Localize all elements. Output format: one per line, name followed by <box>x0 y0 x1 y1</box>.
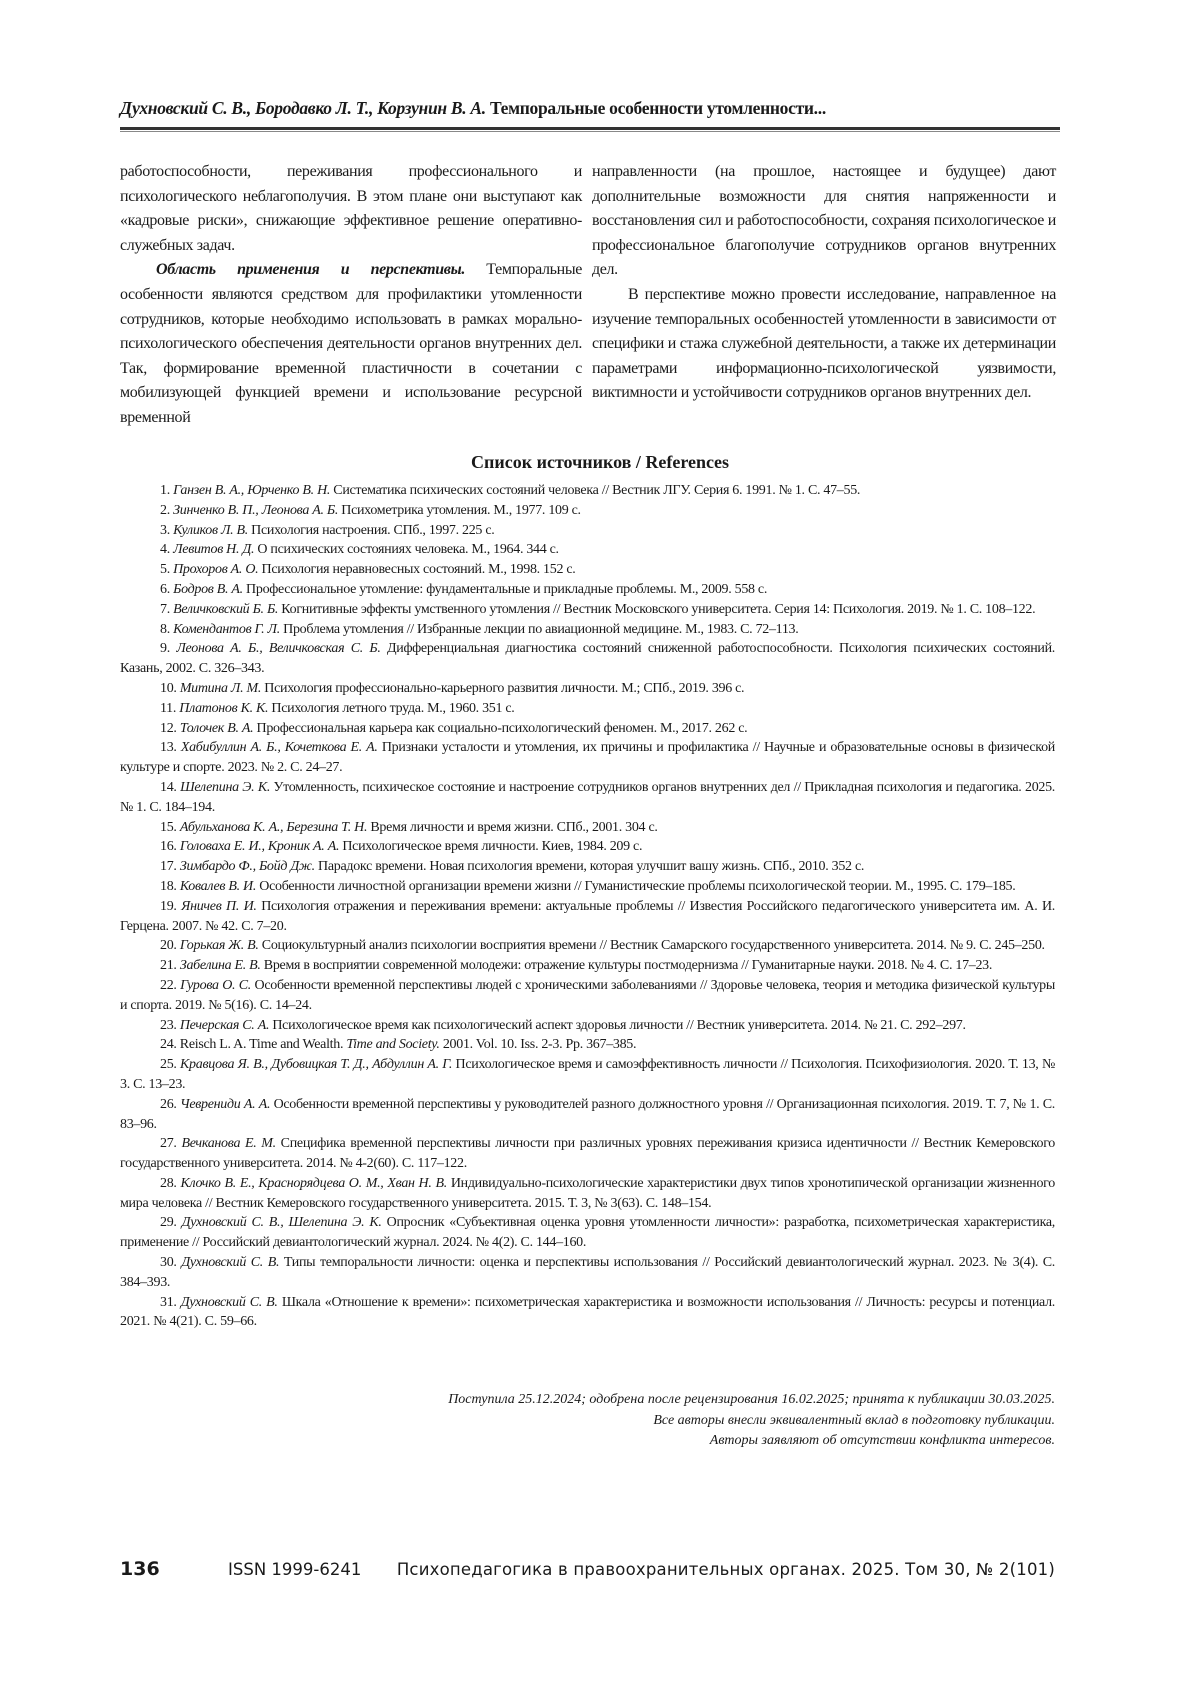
reference-item <box>120 1016 1055 1036</box>
reference-item <box>120 620 1055 640</box>
reference-item <box>120 501 1055 521</box>
reference-text: Психологическое время и самоэффективность личности // Психология. Психофизиология. 2020. Т. 13, № 3. С. 13–23. <box>120 1057 1055 1092</box>
issn: ISSN 1999-6241 <box>228 1560 361 1579</box>
contribution-note: Все авторы внесли эквивалентный вклад в подготовку публикации. <box>448 1411 1055 1432</box>
reference-authors: Чеврениди А. А. <box>180 1097 270 1112</box>
reference-text: 23. <box>160 1018 180 1033</box>
reference-text: 2001. Vol. 10. Iss. 2-3. Pp. 367–385. <box>440 1037 637 1052</box>
reference-item <box>120 877 1055 897</box>
reference-item <box>120 897 1055 937</box>
page-number: 136 <box>120 1558 160 1580</box>
reference-text: Парадокс времени. Новая психология времени, которая улучшит вашу жизнь. СПб., 2010. 352 с. <box>315 859 864 874</box>
reference-authors: Клочко В. Е., Краснорядцева О. М., Хван Н. В. <box>181 1176 447 1191</box>
reference-authors: Забелина Е. В. <box>180 958 261 973</box>
reference-text: Проблема утомления // Избранные лекции по авиационной медицине. М., 1983. С. 72–113. <box>280 622 799 637</box>
reference-text: О психических состояниях человека. М., 1964. 344 с. <box>254 542 559 557</box>
reference-authors: Печерская С. А. <box>180 1018 269 1033</box>
reference-item <box>120 976 1055 1016</box>
reference-item <box>120 481 1055 501</box>
reference-text: 25. <box>160 1057 180 1072</box>
reference-text: 21. <box>160 958 180 973</box>
reference-text: 27. <box>160 1136 181 1151</box>
reference-item <box>120 837 1055 857</box>
reference-text: 1. <box>160 483 173 498</box>
reference-item <box>120 956 1055 976</box>
reference-item <box>120 738 1055 778</box>
reference-text: 16. <box>160 839 180 854</box>
reference-authors: Бодров В. А. <box>173 582 243 597</box>
reference-text: Время в восприятии современной молодежи: отражение культуры постмодернизма // Гуманитарные науки. 2018. № 4. С. 17–23. <box>261 958 992 973</box>
reference-text: Индивидуально-психологические характеристики двух типов хронотипической организации жизненного мира человека // Вестник Кемеровского государственного университета. 2015. Т. 3, № 3(63). С. 148–154. <box>120 1176 1055 1211</box>
reference-text: 18. <box>160 879 180 894</box>
section-heading: Область применения и перспективы. <box>156 261 465 278</box>
reference-text: 6. <box>160 582 173 597</box>
reference-text: 22. <box>160 978 180 993</box>
reference-text: Психология летного труда. М., 1960. 351 с. <box>268 701 514 716</box>
reference-item <box>120 699 1055 719</box>
reference-item <box>120 857 1055 877</box>
reference-authors: Абульханова К. А., Березина Т. Н. <box>180 820 367 835</box>
paragraph-text: Темпоральные особенности являются средством для профилактики утомленности сотрудников, которые необходимо использовать в рамках морально-психологического обеспечения деятельности органов внутренних дел. Так, формирование временной пластичности в сочетании с мобилизующей функцией времени и использование ресурсной временной <box>120 261 582 426</box>
reference-text: Психология неравновесных состояний. М., 1998. 152 с. <box>258 562 575 577</box>
reference-authors: Толочек В. А. <box>180 721 254 736</box>
reference-text: Психология отражения и переживания времени: актуальные проблемы // Известия Российского педагогического университета им. А. И. Герцена. 2007. № 42. С. 7–20. <box>120 899 1055 934</box>
reference-authors: Левитов Н. Д. <box>173 542 254 557</box>
dates-note: Поступила 25.12.2024; одобрена после рецензирования 16.02.2025; принята к публикации 30.03.2025. <box>448 1390 1055 1411</box>
reference-authors: Ганзен В. А., Юрченко В. Н. <box>173 483 330 498</box>
reference-text: Профессиональное утомление: фундаментальные и прикладные проблемы. М., 2009. 558 с. <box>243 582 767 597</box>
reference-authors: Платонов К. К. <box>179 701 268 716</box>
reference-authors: Яничев П. И. <box>181 899 256 914</box>
running-header <box>120 98 1055 119</box>
reference-authors: Ковалев В. И. <box>180 879 256 894</box>
reference-authors: Горькая Ж. В. <box>180 938 259 953</box>
reference-item <box>120 560 1055 580</box>
reference-text: Особенности временной перспективы у руководителей разного должностного уровня // Организационная психология. 2019. Т. 7, № 1. С. 83–96. <box>120 1097 1055 1132</box>
reference-item <box>120 679 1055 699</box>
reference-text: Психология профессионально-карьерного развития личности. М.; СПб., 2019. 396 с. <box>261 681 744 696</box>
reference-text: Утомленность, психическое состояние и настроение сотрудников органов внутренних дел // Прикладная психология и педагогика. 2025. № 1. С. 184–194. <box>120 780 1055 815</box>
header-rule <box>120 127 1060 130</box>
reference-authors: Зинченко В. П., Леонова А. Б. <box>173 503 338 518</box>
reference-authors: Митина Л. М. <box>180 681 261 696</box>
references-title: Список источников / References <box>0 452 1200 473</box>
references-list <box>120 481 1055 1332</box>
reference-text: 28. <box>160 1176 181 1191</box>
reference-authors: Кравцова Я. В., Дубовицкая Т. Д., Абдуллин А. Г. <box>180 1057 452 1072</box>
reference-authors: Зимбардо Ф., Бойд Дж. <box>180 859 315 874</box>
reference-item <box>120 639 1055 679</box>
reference-authors: Гурова О. С. <box>180 978 251 993</box>
paragraph: работоспособности, переживания профессионального и психологического неблагополучия. В этом плане они выступают как «кадровые риски», снижающие эффективное решение оперативно-служебных задач. <box>120 160 582 258</box>
reference-text: 13. <box>160 740 181 755</box>
reference-item <box>120 719 1055 739</box>
reference-item <box>120 1134 1055 1174</box>
reference-item <box>120 540 1055 560</box>
right-column <box>592 160 1056 406</box>
reference-text: 24. Reisch L. A. Time and Wealth. <box>160 1037 346 1052</box>
reference-text: 4. <box>160 542 173 557</box>
reference-authors: Куликов Л. В. <box>173 523 248 538</box>
reference-text: Время личности и время жизни. СПб., 2001. 304 с. <box>367 820 657 835</box>
header-authors: Духновский С. В., Бородавко Л. Т., Корзунин В. А. <box>120 98 486 118</box>
header-title: Темпоральные особенности утомленности... <box>490 98 826 118</box>
reference-item <box>120 1095 1055 1135</box>
publication-notes <box>448 1390 1055 1452</box>
reference-item <box>120 580 1055 600</box>
header-rule-thin <box>120 131 1060 132</box>
reference-authors: Величковский Б. Б. <box>173 602 278 617</box>
reference-authors: Вечканова Е. М. <box>181 1136 275 1151</box>
reference-authors: Духновский С. В. <box>181 1295 278 1310</box>
reference-text: Психологическое время как психологический аспект здоровья личности // Вестник университета. 2014. № 21. С. 292–297. <box>269 1018 966 1033</box>
reference-text: 20. <box>160 938 180 953</box>
reference-authors: Хабибуллин А. Б., Кочеткова Е. А. <box>181 740 378 755</box>
reference-text: 14. <box>160 780 180 795</box>
reference-text: 3. <box>160 523 173 538</box>
reference-item <box>120 521 1055 541</box>
reference-text: Особенности временной перспективы людей с хроническими заболеваниями // Здоровье человека, теория и методика физической культуры и спорта. 2019. № 5(16). С. 14–24. <box>120 978 1055 1013</box>
reference-text: 29. <box>160 1215 182 1230</box>
paragraph <box>120 258 582 430</box>
reference-item <box>120 936 1055 956</box>
paragraph: В перспективе можно провести исследование, направленное на изучение темпоральных особенностей утомленности в зависимости от специфики и стажа служебной деятельности, а также их детерминации параметрами информационно-психологической уязвимости, виктимности и устойчивости сотрудников органов внутренних дел. <box>592 283 1056 406</box>
reference-text: Когнитивные эффекты умственного утомления // Вестник Московского университета. Серия 14: Психология. 2019. № 1. С. 108–122. <box>278 602 1035 617</box>
reference-text: Психология настроения. СПб., 1997. 225 с. <box>248 523 494 538</box>
reference-text: Профессиональная карьера как социально-психологический феномен. М., 2017. 262 с. <box>253 721 747 736</box>
reference-text: 7. <box>160 602 173 617</box>
reference-text: 26. <box>160 1097 180 1112</box>
reference-text: Опросник «Субъективная оценка уровня утомленности личности»: разработка, психометрическая характеристика, применение // Российский девиантологический журнал. 2024. № 4(2). С. 144–160. <box>120 1215 1055 1250</box>
reference-item <box>120 600 1055 620</box>
reference-item <box>120 1253 1055 1293</box>
reference-text: 2. <box>160 503 173 518</box>
reference-text: 19. <box>160 899 181 914</box>
reference-text: Шкала «Отношение к времени»: психометрическая характеристика и возможности использования // Личность: ресурсы и потенциал. 2021. № 4(21). С. 59–66. <box>120 1295 1055 1330</box>
reference-text: 5. <box>160 562 173 577</box>
paragraph: направленности (на прошлое, настоящее и будущее) дают дополнительные возможности для снятия напряженности и восстановления сил и работоспособности, сохраняя психологическое и профессиональное благополучие сотрудников органов внутренних дел. <box>592 160 1056 283</box>
reference-item <box>120 1293 1055 1333</box>
reference-authors: Time and Society. <box>346 1037 439 1052</box>
reference-text: 12. <box>160 721 180 736</box>
reference-text: 9. <box>160 641 176 656</box>
reference-authors: Головаха Е. И., Кроник А. А. <box>180 839 339 854</box>
reference-text: Систематика психических состояний человека // Вестник ЛГУ. Серия 6. 1991. № 1. С. 47–55. <box>330 483 860 498</box>
reference-text: 8. <box>160 622 173 637</box>
reference-authors: Духновский С. В. <box>181 1255 279 1270</box>
reference-authors: Духновский С. В., Шелепина Э. К. <box>182 1215 382 1230</box>
reference-authors: Комендантов Г. Л. <box>173 622 280 637</box>
conflict-note: Авторы заявляют об отсутствии конфликта интересов. <box>448 1431 1055 1452</box>
journal-name: Психопедагогика в правоохранительных органах. 2025. Том 30, № 2(101) <box>397 1560 1055 1579</box>
reference-text: Психологическое время личности. Киев, 1984. 209 с. <box>339 839 642 854</box>
reference-text: Типы темпоральности личности: оценка и перспективы использования // Российский девиантологический журнал. 2023. № 3(4). С. 384–393. <box>120 1255 1055 1290</box>
reference-text: 10. <box>160 681 180 696</box>
reference-item <box>120 778 1055 818</box>
reference-text: 15. <box>160 820 180 835</box>
reference-authors: Леонова А. Б., Величковская С. Б. <box>176 641 380 656</box>
left-column <box>120 160 582 431</box>
reference-text: Специфика временной перспективы личности при различных уровнях переживания кризиса идентичности // Вестник Кемеровского государственного университета. 2014. № 4-2(60). С. 117–122. <box>120 1136 1055 1171</box>
reference-authors: Шелепина Э. К. <box>180 780 270 795</box>
reference-text: 17. <box>160 859 180 874</box>
reference-text: 31. <box>160 1295 181 1310</box>
reference-text: Дифференциальная диагностика состояний сниженной работоспособности. Психология психических состояний. Казань, 2002. С. 326–343. <box>120 641 1055 676</box>
reference-text: Особенности личностной организации времени жизни // Гуманистические проблемы психологической теории. М., 1995. С. 179–185. <box>256 879 1015 894</box>
reference-item <box>120 1174 1055 1214</box>
reference-item <box>120 1035 1055 1055</box>
reference-text: Психометрика утомления. М., 1977. 109 с. <box>338 503 581 518</box>
reference-text: Социокультурный анализ психологии восприятия времени // Вестник Самарского государственного университета. 2014. № 9. С. 245–250. <box>259 938 1045 953</box>
reference-text: Признаки усталости и утомления, их причины и профилактика // Научные и образовательные основы в физической культуре и спорте. 2023. № 2. С. 24–27. <box>120 740 1055 775</box>
reference-text: 11. <box>160 701 179 716</box>
reference-item <box>120 1213 1055 1253</box>
reference-item <box>120 818 1055 838</box>
reference-text: 30. <box>160 1255 181 1270</box>
reference-authors: Прохоров А. О. <box>173 562 258 577</box>
reference-item <box>120 1055 1055 1095</box>
